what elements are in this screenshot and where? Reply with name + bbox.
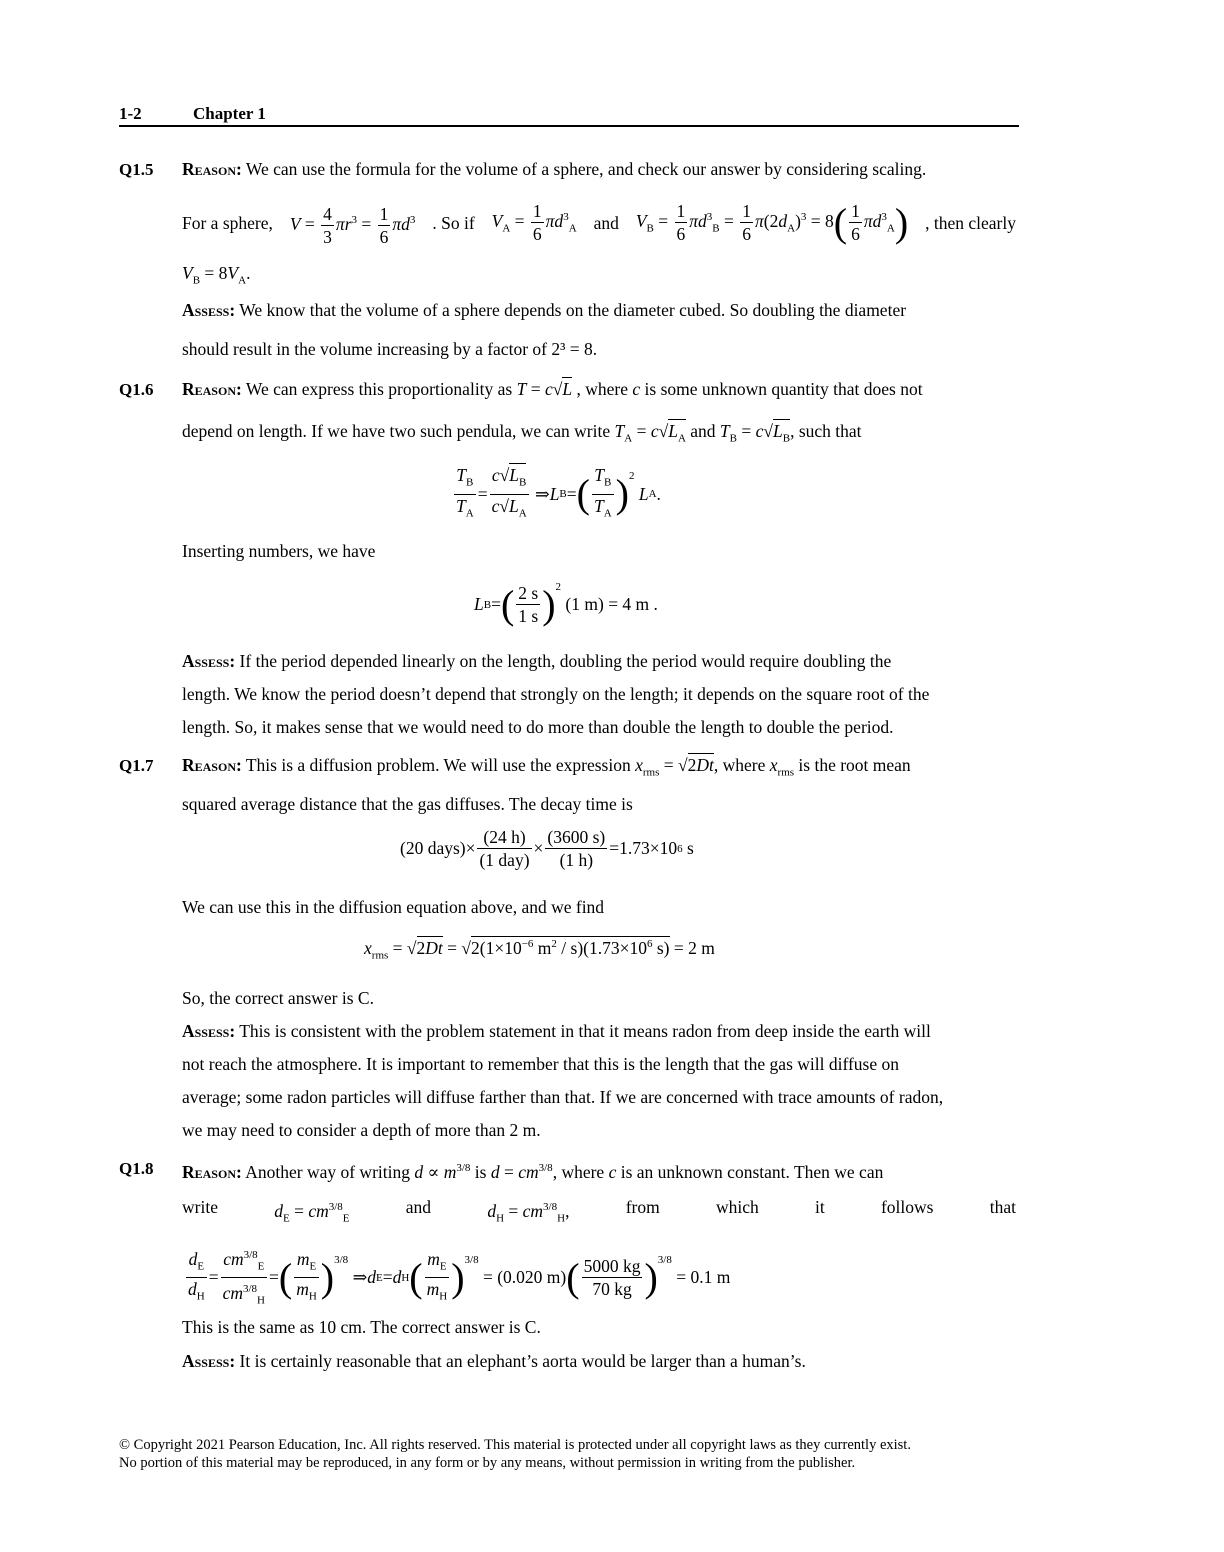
copyright-footer	[119, 1436, 911, 1472]
q15-then: , then clearly	[925, 212, 1016, 233]
q16-ratio-equation: $\frac{T_B}{T_A}$ = $\frac{c√L_B}{c√L_A}$ ⇒ L B = ( $\frac{T_B}{T_A}$ ) $^2$ L A .	[456, 465, 661, 519]
footer-line2: No portion of this material may be reproduced, in any form or by any means, without permission in writing from the publisher.	[119, 1455, 856, 1471]
q18-main-equation: $\frac{d_E}{d_H}$ = $\frac{cm^{3/8}_E}{cm^{3/8}_H}$ = ( $\frac{m_E}{m_H}$ ) $^{3/8}$ ⇒ d E = d H ( $\frac{m_E}{m_H}$ ) $^{3/8}$ = (0.020 m) ( $\frac{5000 kg}{70 kg}$ ) $^{3/8}$ = 0.1 m	[184, 1244, 730, 1312]
q16-reason-line1: Reason: We can express this proportionality as T = c√L , where c is some unknown quantity that does not	[182, 379, 923, 399]
assess-label: Assess:	[182, 1351, 236, 1371]
q16-text: is some unknown quantity that does not	[644, 379, 923, 399]
q15-reason	[182, 158, 926, 180]
q18-word: that	[989, 1197, 1016, 1217]
question-label-q18: Q1.8	[119, 1159, 154, 1178]
reason-label: Reason:	[182, 1161, 242, 1182]
q17-xrms-equation: $x_{rms} = √2Dt = √2(1\times 10^{-6}$ $m^2 / s)(1.73\times 10^6$ s) = 2 m	[364, 938, 715, 962]
header-rule	[119, 125, 1019, 127]
q18-assess	[182, 1350, 806, 1372]
q16-assess-text: If the period depended linearly on the length, doubling the period would require doubling the	[235, 651, 892, 671]
q18-same-as: This is the same as 10 cm. The correct answer is C.	[182, 1317, 541, 1337]
q15-and: and	[593, 212, 619, 233]
q18-reason-line2	[182, 1196, 1016, 1229]
q17-reason-line2: squared average distance that the gas diffuses. The decay time is	[182, 794, 633, 814]
q18-text: is an unknown constant. Then we can	[620, 1161, 884, 1182]
assess-label: Assess:	[182, 1021, 236, 1041]
q18-word: it	[815, 1197, 825, 1217]
reason-label: Reason:	[182, 379, 242, 399]
q15-va-formula: $V_A$ = $\frac{1}{6}$ $\pi d^3_A$	[491, 201, 577, 245]
q16-result-value: (1 m) = 4 m .	[565, 594, 658, 614]
q17-use-text: We can use this in the diffusion equation above, and we find	[182, 897, 605, 917]
q15-assess-line2: should result in the volume increasing by a factor of 2³ = 8.	[182, 339, 598, 359]
q18-word: from	[625, 1197, 660, 1217]
q16-reason-line2: depend on length. If we have two such pendula, we can write $T_A = c√L_A$ and $T_B = c√L_B$, such that	[182, 421, 862, 445]
q18-eq-result: = 0.1 m	[676, 1267, 731, 1288]
assess-label: Assess:	[182, 651, 236, 671]
question-label-q17: Q1.7	[119, 756, 154, 775]
q15-intro: For a sphere,	[182, 212, 273, 233]
q18-assess-text: It is certainly reasonable that an elephant’s aorta would be larger than a human’s.	[235, 1351, 806, 1371]
q18-word: which	[715, 1197, 759, 1217]
q16-result-equation: L B = ( $\frac{2 s}{1 s}$ ) $^2$ (1 m) = 4 m .	[474, 580, 658, 627]
q17-answer: So, the correct answer is C.	[182, 988, 374, 1008]
q16-text: , such that	[790, 421, 862, 441]
q15-volume-formula: V = $\frac{4}{3}$ $\pi r^3$ = $\frac{1}{6}$ $\pi d^3$	[289, 204, 416, 248]
question-label-q16: Q1.6	[119, 380, 154, 399]
q16-assess-line2: length. We know the period doesn’t depend that strongly on the length; it depends on the square root of the	[182, 684, 930, 704]
q18-text: is	[474, 1161, 487, 1182]
q16-text: We can express this proportionality as	[241, 379, 513, 399]
q18-reason-line1: Reason: Another way of writing $d \propto m^{3/8}$ is $d = cm^{3/8}$, where c is an unknown constant. Then we can	[182, 1161, 884, 1182]
q18-text: , where	[552, 1161, 605, 1182]
q16-text: depend on length. If we have two such pendula, we can write	[182, 421, 611, 441]
reason-label: Reason:	[182, 755, 242, 775]
q15-reason-text: We can use the formula for the volume of a sphere, and check our answer by considering scaling.	[241, 159, 927, 179]
reason-label: Reason:	[182, 159, 242, 179]
q18-dh-formula: $d_H = cm^{3/8}_H$,	[487, 1200, 570, 1225]
q16-text: and	[690, 421, 716, 441]
chapter-title: Chapter 1	[193, 104, 266, 123]
q15-formula-line	[182, 194, 1016, 251]
q18-de-formula: $d_E = cm^{3/8}_E$	[274, 1200, 350, 1225]
q18-text: Another way of writing	[241, 1161, 410, 1182]
q17-assess-line3: average; some radon particles will diffuse farther than that. If we are concerned with trace amounts of radon,	[182, 1087, 944, 1107]
q17-assess-line2: not reach the atmosphere. It is important to remember that this is the length that the gas will diffuse on	[182, 1054, 900, 1074]
q17-text: This is a diffusion problem. We will use the expression	[241, 755, 631, 775]
q15-assess-text: We know that the volume of a sphere depends on the diameter cubed. So doubling the diameter	[235, 300, 907, 320]
q15-vb-formula: $V_B$ = $\frac{1}{6}$ $\pi d^3_B$ = $\frac{1}{6}$ $\pi(2d_A)^3 = 8$( $\frac{1}{6}$ $\pi d^3_A$)	[635, 199, 909, 245]
q15-assess	[182, 299, 906, 321]
q17-text: , where	[713, 755, 766, 775]
page-number: 1-2	[119, 104, 142, 123]
q16-assess-line1	[182, 650, 891, 672]
assess-label: Assess:	[182, 300, 236, 320]
q17-assess-text: This is consistent with the problem statement in that it means radon from deep inside the earth will	[235, 1021, 931, 1041]
footer-line1: © Copyright 2021 Pearson Education, Inc. All rights reserved. This material is protected under all copyright laws as they currently exist.	[119, 1437, 911, 1453]
q17-reason-line1: Reason: This is a diffusion problem. We will use the expression $x_{rms} = √2Dt$, where $x_{rms}$ is the root mean	[182, 755, 911, 779]
q15-result: $V_B = 8V_A$.	[182, 263, 251, 287]
q17-decay-equation: (20 days)× $\frac{(24 h)}{\text{(1 day)}}$ × $\frac{(3600 s)}{(1 h)}$ =1.73×10 6 s	[400, 827, 694, 870]
question-label-q15: Q1.5	[119, 160, 154, 179]
q16-inserting: Inserting numbers, we have	[182, 541, 376, 561]
q18-word: and	[405, 1197, 432, 1217]
q17-assess-line4: we may need to consider a depth of more than 2 m.	[182, 1120, 541, 1140]
q18-word: follows	[880, 1197, 934, 1217]
q16-text: , where	[576, 379, 628, 399]
q17-assess-line1	[182, 1020, 931, 1042]
q17-text: is the root mean	[798, 755, 911, 775]
q18-word: write	[182, 1197, 218, 1217]
q16-assess-line3: length. So, it makes sense that we would need to do more than double the length to double the period.	[182, 717, 894, 737]
q15-soif: . So if	[432, 212, 475, 233]
